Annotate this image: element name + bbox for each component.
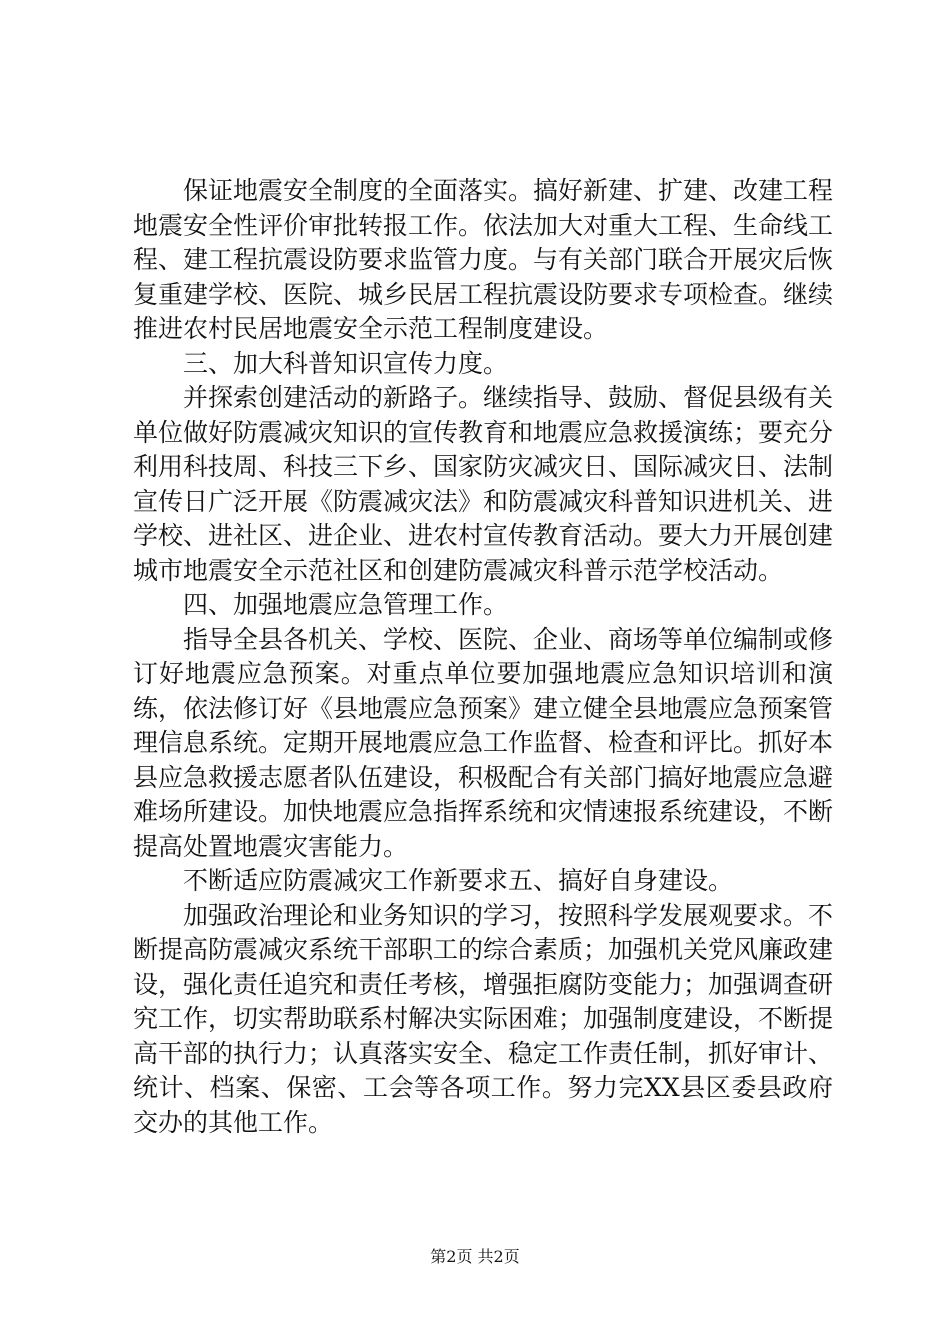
paragraph: 保证地震安全制度的全面落实。搞好新建、扩建、改建工程地震安全性评价审批转报工作。依法加大对重大工程、生命线工程、建工程抗震设防要求监管力度。与有关部门联合开展灾后恢复重建学校、医院、城乡民居工程抗震设防要求专项检查。继续推进农村民居地震安全示范工程制度建设。 bbox=[133, 176, 834, 343]
section-heading: 三、加大科普知识宣传力度。 bbox=[183, 348, 509, 378]
section-heading: 四、加强地震应急管理工作。 bbox=[183, 590, 509, 619]
document-body bbox=[133, 174, 833, 1140]
page-number-footer: 第2页 共2页 bbox=[430, 1247, 520, 1266]
paragraph: 加强政治理论和业务知识的学习，按照科学发展观要求。不断提高防震减灾系统干部职工的综合素质；加强机关党风廉政建设，强化责任追究和责任考核，增强拒腐防变能力；加强调查研究工作，切实帮助联系村解决实际困难；加强制度建设，不断提高干部的执行力；认真落实安全、稳定工作责任制，抓好审计、统计、档案、保密、工会等各项工作。努力完XX县区委县政府交办的其他工作。 bbox=[133, 900, 834, 1137]
paragraph: 指导全县各机关、学校、医院、企业、商场等单位编制或修订好地震应急预案。对重点单位要加强地震应急知识培训和演练，依法修订好《县地震应急预案》建立健全县地震应急预案管理信息系统。定期开展地震应急工作监督、检查和评比。抓好本县应急救援志愿者队伍建设，积极配合有关部门搞好地震应急避难场所建设。加快地震应急指挥系统和灾情速报系统建设，不断提高处置地震灾害能力。 bbox=[133, 624, 834, 861]
section-heading: 不断适应防震减灾工作新要求五、搞好自身建设。 bbox=[183, 866, 734, 895]
paragraph: 并探索创建活动的新路子。继续指导、鼓励、督促县级有关单位做好防震减灾知识的宣传教育和地震应急救援演练；要充分利用科技周、科技三下乡、国家防灾减灾日、国际减灾日、法制宣传日广泛开展《防震减灾法》和防震减灾科普知识进机关、进学校、进社区、进企业、进农村宣传教育活动。要大力开展创建城市地震安全示范社区和创建防震减灾科普示范学校活动。 bbox=[133, 383, 834, 585]
